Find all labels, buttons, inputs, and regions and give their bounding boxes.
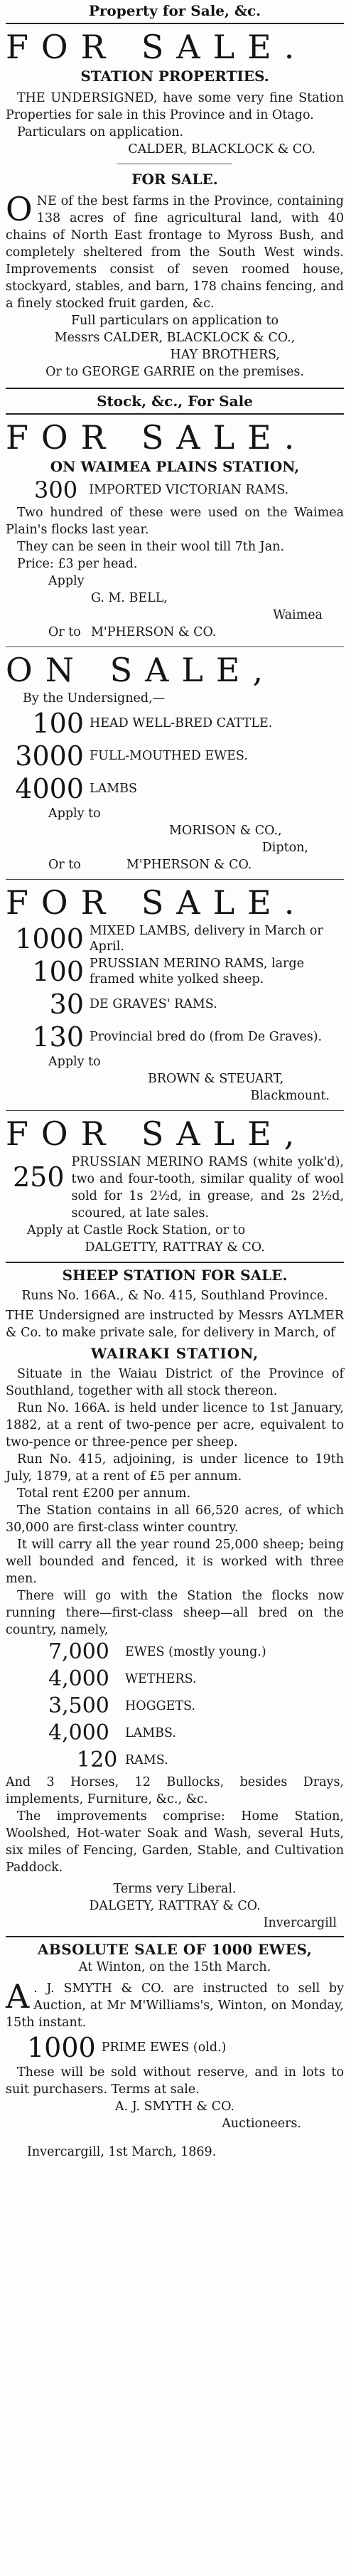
lot-quantity: 1000 [27,2032,96,2063]
rule [6,646,344,647]
agent-name: M'PHERSON & CO. [91,625,217,639]
ad-title: SHEEP STATION FOR SALE. [62,1267,288,1284]
ad-sheep-station [6,1266,344,1932]
ad-waimea-rams [6,417,344,641]
ad-paragraph: Situate in the Waiau District of the Province of Southland, together with all stock thereon. [6,1367,344,1398]
stock-description: RAMS. [125,1753,168,1767]
ad-body: THE UNDERSIGNED, have some very fine Station Properties for sale in this Province and in Otago. [6,91,344,122]
stock-quantity: 3,500 [48,1693,109,1718]
ad-signature: CALDER, BLACKLOCK & CO. [128,142,315,156]
ad-body: PRUSSIAN MERINO RAMS (white yolk'd), two and four-tooth, similar quality of wool sold for 1s 2½d, in grease, and 2s 2½d, scoured, at late sales. [71,1155,344,1220]
stock-quantity: 4,000 [48,1720,109,1745]
section-heading-property: Property for Sale, &c. [88,2,261,19]
ad-paragraph: Run No. 166A. is held under licence to 1st January, 1882, at a rent of two-pence per acre, equivalent to two-pence or three-pence per sheep. [6,1401,344,1449]
lot-row [6,922,344,955]
ad-lambs-and-rams [6,883,344,1105]
ad-runs: Runs No. 166A., & No. 415, Southland Province. [21,1289,328,1303]
lot-row [6,740,344,772]
agent-name: MORISON & CO., [169,824,282,838]
ad-station-properties [6,27,344,158]
ad-paragraph: The improvements comprise: Home Station, Woolshed, Hot-water Soak and Wash, several Huts, six miles of Fencing, Garden, Stable, and Cultivation Paddock. [6,1809,344,1875]
ad-title: ABSOLUTE SALE OF 1000 EWES, [37,1941,313,1958]
lot-quantity: 30 [49,989,84,1020]
agent-name: BROWN & STEUART, [148,1072,284,1086]
lot-quantity: 300 [34,477,78,504]
stock-row [77,1747,344,1774]
or-to: Or to [48,858,81,872]
ad-note: Particulars on application. [17,125,184,139]
lot-row [6,988,344,1021]
ad-role: Auctioneers. [222,2117,301,2131]
ad-by: By the Undersigned,— [23,691,166,706]
ad-banner: FOR SALE, [6,1114,308,1153]
ad-paragraph: And 3 Horses, 12 Bullocks, besides Drays, implements, Furniture, &c., &c. [6,1775,344,1806]
ad-banner: FOR SALE. [6,418,308,457]
ad-title: STATION PROPERTIES. [80,68,269,85]
station-name: WAIRAKI STATION, [90,1345,259,1362]
stock-description: EWES (mostly young.) [125,1645,266,1659]
lot-description: DE GRAVES' RAMS. [90,997,217,1011]
lot-row [6,707,344,740]
ad-line: Or to GEORGE GARRIE on the premises. [45,365,304,379]
lot-description: LAMBS [90,782,138,796]
ad-cattle-ewes-lambs [6,650,344,873]
apply-label: Apply [48,574,85,588]
rule [6,388,344,389]
ad-subtitle: At Winton, on the 15th March. [78,1960,271,1974]
ad-price: Price: £3 per head. [17,557,138,571]
ad-body: NE of the best farms in the Province, containing 138 acres of fine agricultural land, with 40 chains of North East frontage to Myross Bush, and completely sheltered from the South West winds. Improvements consist of seven roomed house, stockyard, stables, and barn, 178 chains fencing, and a finely stocked fruit garden, &c. [6,194,344,311]
lot-description: Provincial bred do (from De Graves). [90,1030,323,1044]
stock-description: LAMBS. [125,1726,176,1740]
ad-banner: ON SALE, [6,651,276,689]
stock-row [48,1693,344,1720]
drop-cap: O [6,190,33,228]
lot-quantity: 1000 [15,923,84,954]
lot-quantity: 3000 [15,740,84,772]
stock-description: WETHERS. [125,1672,197,1686]
rule [6,879,344,880]
agent-place: Waimea [273,608,323,622]
ad-banner: FOR SALE. [6,28,308,66]
stock-description: HOGGETS. [125,1699,195,1713]
lot-row [6,1021,344,1053]
ad-title: ON WAIMEA PLAINS STATION, [50,458,300,475]
ad-paragraph: Total rent £200 per annum. [17,1486,191,1501]
ad-body: . J. SMYTH & CO. are instructed to sell by Auction, at Mr M'Williams's, Winton, on Monday, 15th instant. [6,1981,344,2030]
stock-quantity: 7,000 [48,1639,109,1664]
lot-description: MIXED LAMBS, delivery in March or April. [90,924,323,954]
ad-line: Full particulars on application to [70,314,279,328]
ad-signature: DALGETY, RATTRAY & CO. [89,1899,261,1913]
apply-label: Apply to [48,1055,101,1069]
ad-dateline: Invercargill, 1st March, 1869. [27,2145,217,2159]
lot-row [6,2031,344,2064]
lot-description: IMPORTED VICTORIAN RAMS. [89,483,289,497]
lot-quantity: 100 [32,956,84,987]
apply-label: Apply at Castle Rock Station, or to [27,1223,246,1238]
rule [6,1936,344,1937]
lot-row [6,772,344,805]
ad-banner: FOR SALE. [6,883,308,922]
lot-row [6,955,344,988]
ad-signature: A. J. SMYTH & CO. [115,2099,234,2114]
apply-label: Apply to [48,807,101,821]
agent-place: Blackmount. [250,1089,330,1103]
drop-cap: A [6,1977,30,2016]
section-heading-stock: Stock, &c., For Sale [97,393,253,410]
ad-paragraph: There will go with the Station the flocks now running there—first-class sheep—all bred on the country, namely, [6,1589,344,1637]
lot-quantity: 250 [13,1161,65,1193]
stock-quantity: 4,000 [48,1666,109,1691]
ad-merino-rams [6,1114,344,1256]
lot-quantity: 100 [32,708,84,739]
ad-line: Messrs CALDER, BLACKLOCK & CO., [54,331,296,345]
ad-paragraph: The Station contains in all 66,520 acres, of which 30,000 are first-class winter country. [6,1503,344,1535]
ad-paragraph: Run No. 415, adjoining, is under licence to 19th July, 1879, at a rent of £5 per annum. [6,1452,344,1484]
stock-row [48,1639,344,1666]
lot-description: HEAD WELL-BRED CATTLE. [90,716,273,730]
or-to: Or to [48,625,81,639]
agent-place: Dipton, [261,841,308,855]
ad-intro: THE Undersigned are instructed by Messrs AYLMER & Co. to make private sale, for delivery in March, of [6,1309,344,1340]
ad-line: HAY BROTHERS, [170,348,280,362]
lot-description: FULL-MOUTHED EWES. [90,749,248,763]
ad-farm-for-sale [6,170,344,380]
agent-name: DALGETTY, RATTRAY & CO. [85,1240,265,1255]
stock-row [48,1720,344,1747]
lot-description: PRUSSIAN MERINO RAMS, large framed white yolked sheep. [90,957,304,986]
rule [6,1262,344,1263]
lot-quantity: 130 [32,1021,84,1053]
lot-description: PRIME EWES (old.) [101,2040,227,2055]
ad-banner: FOR SALE. [131,171,218,188]
stock-quantity: 120 [77,1747,118,1772]
ad-place: Invercargill [263,1916,337,1930]
ad-paragraph: It will carry all the year round 25,000 sheep; being well bounded and fenced, it is worked with three men. [6,1538,344,1586]
rule [6,1110,344,1111]
rule [6,23,344,24]
agent-name: M'PHERSON & CO. [126,858,252,872]
rule [6,413,344,415]
stock-row [48,1666,344,1693]
agent-name: G. M. BELL, [91,591,168,605]
ad-absolute-sale [6,1940,344,2161]
ad-terms: Terms very Liberal. [113,1882,237,1896]
ad-body: Two hundred of these were used on the Waimea Plain's flocks last year. [6,506,344,537]
ad-body: They can be seen in their wool till 7th Jan. [17,540,284,554]
lot-quantity: 4000 [15,773,84,804]
ad-paragraph: These will be sold without reserve, and in lots to suit purchasers. Terms at sale. [6,2065,344,2097]
